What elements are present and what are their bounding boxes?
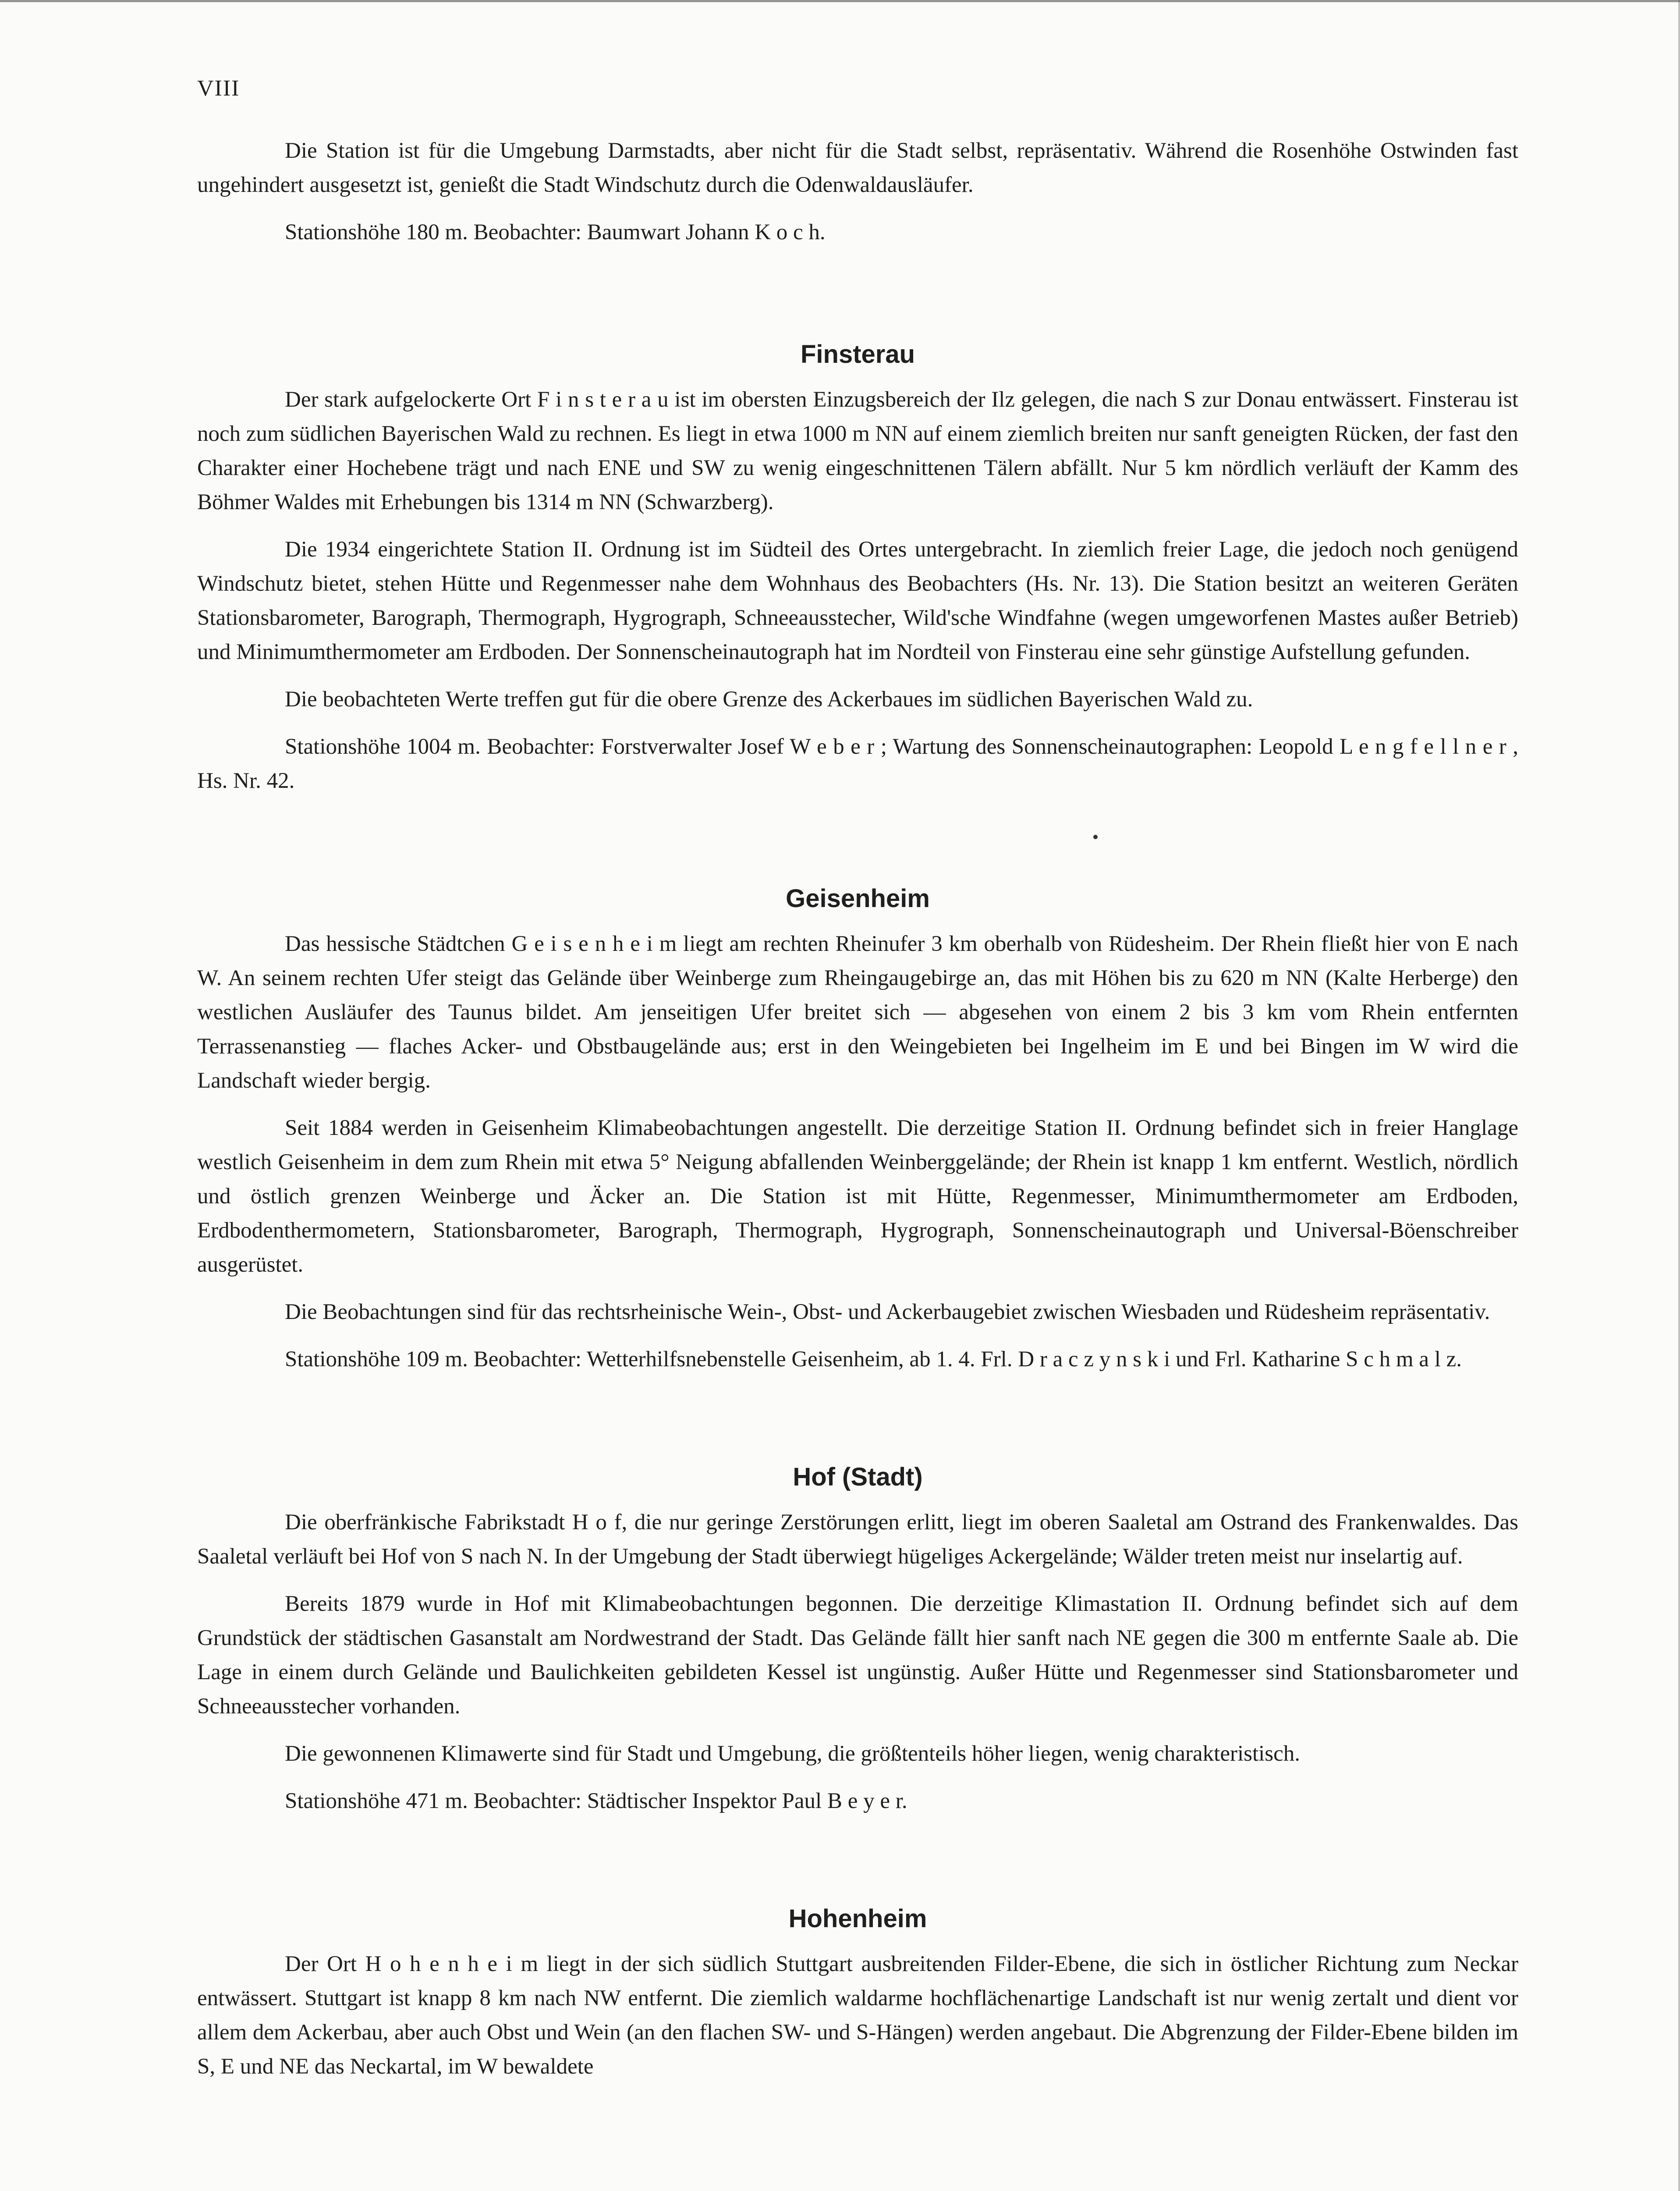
section-paragraph: Die oberfränkische Fabrikstadt H o f, die nur geringe Zerstörungen erlitt, liegt im oberen Saaletal am Ostrand des Frankenwaldes. Das Saaletal verläuft bei Hof von S nach N. In der Umgebung der Stadt überwiegt hügeliges Ackergelände; Wälder treten meist nur inselartig auf. xyxy=(197,1510,1518,1569)
section-paragraph: Der stark aufgelockerte Ort F i n s t e r a u ist im obersten Einzugsbereich der Ilz gelegen, die nach S zur Donau entwässert. Finsterau ist noch zum südlichen Bayerischen Wald zu rechnen. Es liegt in etwa 1000 m NN auf einem ziemlich breiten nur sanft geneigten Rücken, der fast den Charakter einer Hochebene trägt und nach ENE und SW zu wenig eingeschnittenen Tälern abfällt. Nur 5 km nördlich verläuft der Kamm des Böhmer Waldes mit Erhebungen bis 1314 m NN (Schwarzberg). xyxy=(197,387,1518,514)
section-station-note: Stationshöhe 109 m. Beobachter: Wetterhilfsnebenstelle Geisenheim, ab 1. 4. Frl. D r a c z y n s k i und Frl. Katharine S c h m a l z. xyxy=(285,1347,1462,1372)
section-finsterau xyxy=(197,337,1518,798)
intro-paragraph: Die Station ist für die Umgebung Darmstadts, aber nicht für die Stadt selbst, repräsentativ. Während die Rosenhöhe Ostwinden fast ungehindert ausgesetzt ist, genießt die Stadt Windschutz durch die Odenwaldausläufer. xyxy=(197,138,1518,197)
section-station-note: Stationshöhe 471 m. Beobachter: Städtischer Inspektor Paul B e y e r. xyxy=(285,1789,907,1813)
section-station-note: Stationshöhe 1004 m. Beobachter: Forstverwalter Josef W e b e r ; Wartung des Sonnenscheinautographen: Leopold L e n g f e l l n e r , Hs. Nr. 42. xyxy=(197,734,1518,793)
section-paragraph: Die Beobachtungen sind für das rechtsrheinische Wein-, Obst- und Ackerbaugebiet zwischen Wiesbaden und Rüdesheim repräsentativ. xyxy=(285,1300,1490,1324)
section-paragraph: Der Ort H o h e n h e i m liegt in der sich südlich Stuttgart ausbreitenden Filder-Ebene, die sich in östlicher Richtung zum Neckar entwässert. Stuttgart ist knapp 8 km nach NW entfernt. Die ziemlich waldarme hochflächenartige Landschaft ist nur wenig zertalt und dient vor allem dem Ackerbau, aber auch Obst und Wein (an den flachen SW- und S-Hängen) werden angebaut. Die Abgrenzung der Filder-Ebene bilden im S, E und NE das Neckartal, im W bewaldete xyxy=(197,1952,1518,2079)
section-title: Hof (Stadt) xyxy=(793,1463,923,1491)
section-paragraph: Das hessische Städtchen G e i s e n h e i m liegt am rechten Rheinufer 3 km oberhalb von Rüdesheim. Der Rhein fließt hier von E nach W. An seinem rechten Ufer steigt das Gelände über Weinberge zum Rheingaugebirge an, das mit Höhen bis zu 620 m NN (Kalte Herberge) den westlichen Ausläufer des Taunus bildet. Am jenseitigen Ufer breitet sich — abgesehen von einem 2 bis 3 km vom Rhein entfernten Terrassenanstieg — flaches Acker- und Obstbaugelände aus; erst in den Weingebieten bei Ingelheim im E und bei Bingen im W wird die Landschaft wieder bergig. xyxy=(197,932,1518,1093)
page-body xyxy=(197,134,1518,2097)
section-paragraph: Bereits 1879 wurde in Hof mit Klimabeobachtungen begonnen. Die derzeitige Klimastation II. Ordnung befindet sich auf dem Grundstück der städtischen Gasanstalt am Nordwestrand der Stadt. Das Gelände fällt hier sanft nach NE gegen die 300 m entfernte Saale ab. Die Lage in einem durch Gelände und Baulichkeiten gebildeten Kessel ist ungünstig. Außer Hütte und Regenmesser sind Stationsbarometer und Schneeausstecher vorhanden. xyxy=(197,1592,1518,1719)
section-title: Geisenheim xyxy=(786,884,930,913)
section-title: Finsterau xyxy=(800,340,915,369)
section-paragraph: Die gewonnenen Klimawerte sind für Stadt und Umgebung, die größtenteils höher liegen, wenig charakteristisch. xyxy=(285,1741,1301,1766)
intro-station-note: Stationshöhe 180 m. Beobachter: Baumwart Johann K o c h. xyxy=(285,220,826,245)
section-geisenheim xyxy=(197,881,1518,1376)
section-paragraph: Die 1934 eingerichtete Station II. Ordnung ist im Südteil des Ortes untergebracht. In ziemlich freier Lage, die jedoch noch genügend Windschutz bietet, stehen Hütte und Regenmesser nahe dem Wohnhaus des Beobachters (Hs. Nr. 13). Die Station besitzt an weiteren Geräten Stationsbarometer, Barograph, Thermograph, Hygrograph, Schneeausstecher, Wild'sche Windfahne (wegen umgeworfenen Mastes außer Betrieb) und Minimumthermometer am Erdboden. Der Sonnenscheinautograph hat im Nordteil von Finsterau eine sehr günstige Aufstellung gefunden. xyxy=(197,537,1518,664)
top-scan-edge xyxy=(0,0,1680,2)
section-paragraph: Die beobachteten Werte treffen gut für die obere Grenze des Ackerbaues im südlichen Bayerischen Wald zu. xyxy=(285,687,1253,712)
section-paragraph: Seit 1884 werden in Geisenheim Klimabeobachtungen angestellt. Die derzeitige Station II. Ordnung befindet sich in freier Hanglage westlich Geisenheim in dem zum Rhein mit etwa 5° Neigung abfallenden Weinberggelände; der Rhein ist knapp 1 km entfernt. Westlich, nördlich und östlich grenzen Weinberge und Äcker an. Die Station ist mit Hütte, Regenmesser, Minimumthermometer am Erdboden, Erdbodenthermometern, Stationsbarometer, Barograph, Thermograph, Hygrograph, Sonnenscheinautograph und Universal-Böenschreiber ausgerüstet. xyxy=(197,1116,1518,1277)
section-hof-stadt xyxy=(197,1460,1518,1818)
section-title: Hohenheim xyxy=(788,1904,927,1933)
page-number: VIII xyxy=(197,76,240,101)
right-scan-edge xyxy=(1678,0,1680,2191)
section-hohenheim xyxy=(197,1901,1518,2084)
